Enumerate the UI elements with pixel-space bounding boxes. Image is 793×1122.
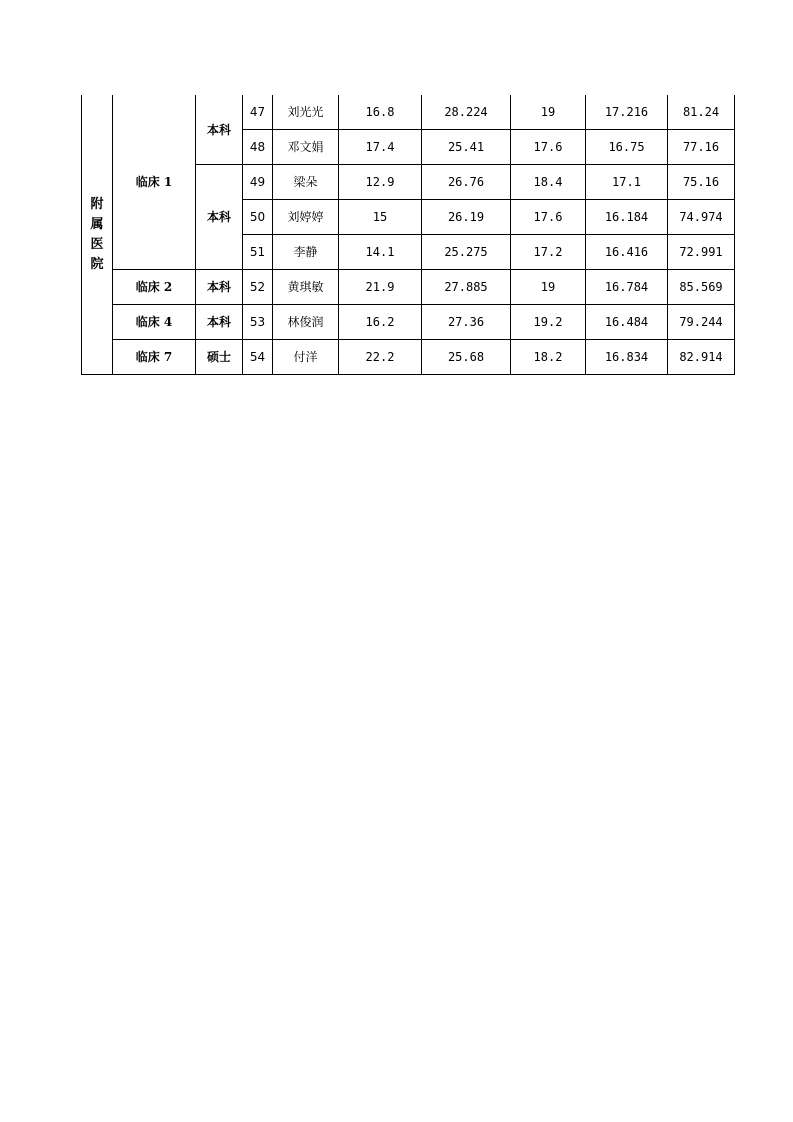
total-score: 79.244 (668, 305, 735, 340)
score-2: 26.76 (422, 165, 511, 200)
total-score: 74.974 (668, 200, 735, 235)
student-name: 黄琪敏 (273, 270, 339, 305)
row-number: 48 (243, 130, 273, 165)
score-1: 17.4 (339, 130, 422, 165)
total-score: 82.914 (668, 340, 735, 375)
score-4: 16.416 (586, 235, 668, 270)
major-cell: 临床 7 (113, 340, 196, 375)
score-3: 18.4 (511, 165, 586, 200)
table-row (82, 95, 735, 130)
score-3: 17.6 (511, 200, 586, 235)
row-number: 47 (243, 95, 273, 130)
score-4: 16.784 (586, 270, 668, 305)
score-1: 16.8 (339, 95, 422, 130)
score-3: 18.2 (511, 340, 586, 375)
score-1: 15 (339, 200, 422, 235)
table-row (82, 305, 735, 340)
score-1: 12.9 (339, 165, 422, 200)
student-name: 梁朵 (273, 165, 339, 200)
row-number: 50 (243, 200, 273, 235)
total-score: 72.991 (668, 235, 735, 270)
score-3: 17.2 (511, 235, 586, 270)
row-number: 51 (243, 235, 273, 270)
row-number: 54 (243, 340, 273, 375)
score-2: 27.36 (422, 305, 511, 340)
table-row (82, 270, 735, 305)
score-4: 16.834 (586, 340, 668, 375)
score-3: 19 (511, 95, 586, 130)
level-cell: 本科 (196, 165, 243, 270)
score-4: 16.75 (586, 130, 668, 165)
score-table (81, 95, 735, 375)
score-2: 25.41 (422, 130, 511, 165)
major-cell: 临床 2 (113, 270, 196, 305)
score-1: 22.2 (339, 340, 422, 375)
department-cell (82, 95, 113, 375)
score-3: 17.6 (511, 130, 586, 165)
score-2: 26.19 (422, 200, 511, 235)
total-score: 81.24 (668, 95, 735, 130)
score-1: 14.1 (339, 235, 422, 270)
student-name: 刘光光 (273, 95, 339, 130)
table-row (82, 340, 735, 375)
row-number: 49 (243, 165, 273, 200)
score-2: 27.885 (422, 270, 511, 305)
score-1: 21.9 (339, 270, 422, 305)
student-name: 付洋 (273, 340, 339, 375)
score-4: 17.1 (586, 165, 668, 200)
department-char: 附 (90, 196, 104, 212)
row-number: 52 (243, 270, 273, 305)
score-4: 16.484 (586, 305, 668, 340)
total-score: 77.16 (668, 130, 735, 165)
level-cell: 本科 (196, 95, 243, 165)
level-cell: 本科 (196, 270, 243, 305)
student-name: 刘婷婷 (273, 200, 339, 235)
level-cell: 硕士 (196, 340, 243, 375)
department-char: 院 (90, 256, 104, 272)
student-name: 邓文娟 (273, 130, 339, 165)
row-number: 53 (243, 305, 273, 340)
student-name: 李静 (273, 235, 339, 270)
level-cell: 本科 (196, 305, 243, 340)
department-char: 医 (90, 236, 104, 252)
student-name: 林俊润 (273, 305, 339, 340)
score-1: 16.2 (339, 305, 422, 340)
score-2: 25.68 (422, 340, 511, 375)
score-4: 17.216 (586, 95, 668, 130)
score-3: 19 (511, 270, 586, 305)
score-2: 28.224 (422, 95, 511, 130)
total-score: 85.569 (668, 270, 735, 305)
score-3: 19.2 (511, 305, 586, 340)
total-score: 75.16 (668, 165, 735, 200)
department-char: 属 (90, 216, 104, 232)
major-cell: 临床 4 (113, 305, 196, 340)
major-cell: 临床 1 (113, 95, 196, 270)
score-4: 16.184 (586, 200, 668, 235)
score-2: 25.275 (422, 235, 511, 270)
